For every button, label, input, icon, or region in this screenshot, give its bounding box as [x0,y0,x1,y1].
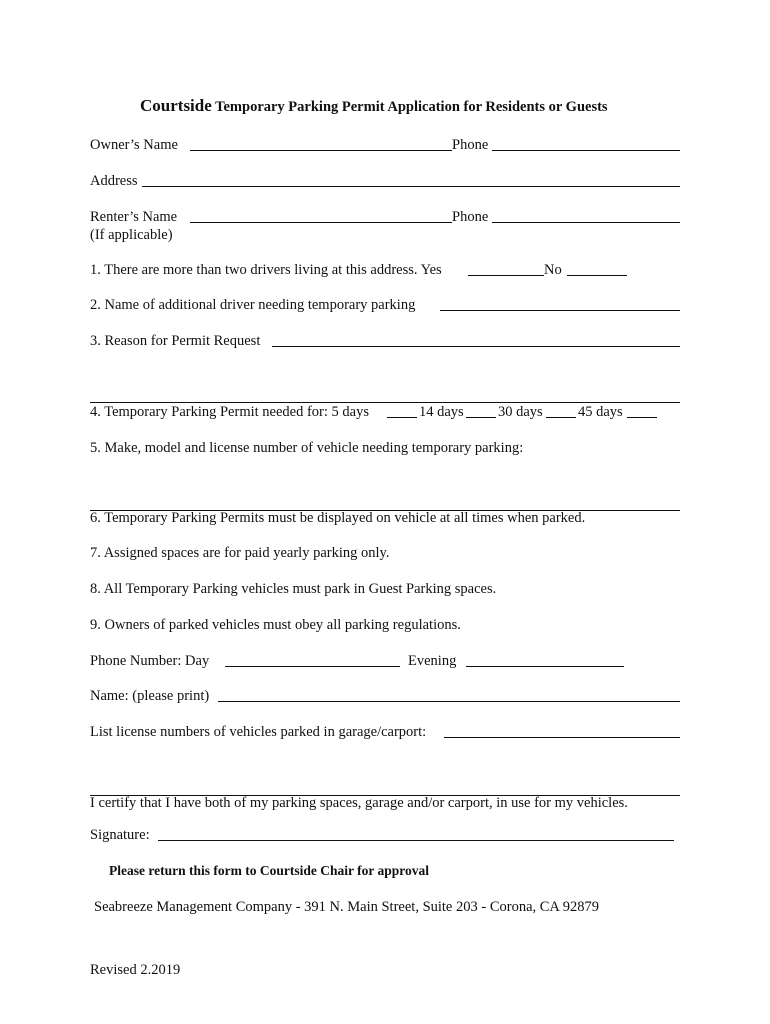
item-4-45days-field[interactable] [627,417,657,418]
item-4-14days-label: 14 days [419,404,464,420]
company-address: Seabreeze Management Company - 391 N. Main Street, Suite 203 - Corona, CA 92879 [94,899,599,915]
item-4-text: 4. Temporary Parking Permit needed for: 5 days [90,404,369,420]
item-4-14days-field[interactable] [466,417,496,418]
item-1-no-field[interactable] [567,275,627,276]
owner-phone-label: Phone [452,137,489,153]
owners-name-label: Owner’s Name [90,137,178,153]
if-applicable-note: (If applicable) [90,227,173,243]
item-4-30days-label: 30 days [498,404,543,420]
item-1-no-label: No [544,262,562,278]
item-2-text: 2. Name of additional driver needing temporary parking [90,297,416,313]
item-2-field[interactable] [440,310,680,311]
return-note: Please return this form to Courtside Chair for approval [109,863,429,878]
certify-statement: I certify that I have both of my parking spaces, garage and/or carport, in use for my vehicles. [90,795,628,811]
renters-name-label: Renter’s Name [90,209,178,225]
license-list-field[interactable] [444,737,680,738]
name-print-field[interactable] [218,701,680,702]
address-label: Address [90,173,138,189]
item-3-field[interactable] [272,346,680,347]
item-1-text: 1. There are more than two drivers living at this address. Yes [90,262,442,278]
item-3-field-line-2[interactable] [90,402,680,403]
item-5-text: 5. Make, model and license number of vehicle needing temporary parking: [90,440,524,456]
license-list-label: List license numbers of vehicles parked in garage/carport: [90,724,427,740]
title-brand: Courtside [140,96,212,115]
phone-evening-field[interactable] [466,666,624,667]
item-4-5days-field[interactable] [387,417,417,418]
phone-day-field[interactable] [225,666,400,667]
signature-label: Signature: [90,827,150,843]
form-title [140,97,608,115]
renter-phone-label: Phone [452,209,489,225]
item-1-yes-field[interactable] [468,275,544,276]
revision-note: Revised 2.2019 [90,962,181,978]
title-text: Temporary Parking Permit Application for Residents or Guests [211,99,608,115]
item-3-text: 3. Reason for Permit Request [90,333,261,349]
item-4-45days-label: 45 days [578,404,623,420]
signature-field[interactable] [158,840,674,841]
item-7-text: 7. Assigned spaces are for paid yearly parking only. [90,545,390,561]
item-6-text: 6. Temporary Parking Permits must be displayed on vehicle at all times when parked. [90,510,586,526]
renter-phone-field[interactable] [492,222,680,223]
name-print-label: Name: (please print) [90,688,210,704]
item-4-30days-field[interactable] [546,417,576,418]
owners-name-field[interactable] [190,150,452,151]
owner-phone-field[interactable] [492,150,680,151]
renters-name-field[interactable] [190,222,452,223]
item-9-text: 9. Owners of parked vehicles must obey all parking regulations. [90,617,461,633]
address-field[interactable] [142,186,680,187]
evening-label: Evening [408,653,457,669]
phone-day-label: Phone Number: Day [90,653,210,669]
item-8-text: 8. All Temporary Parking vehicles must park in Guest Parking spaces. [90,581,497,597]
